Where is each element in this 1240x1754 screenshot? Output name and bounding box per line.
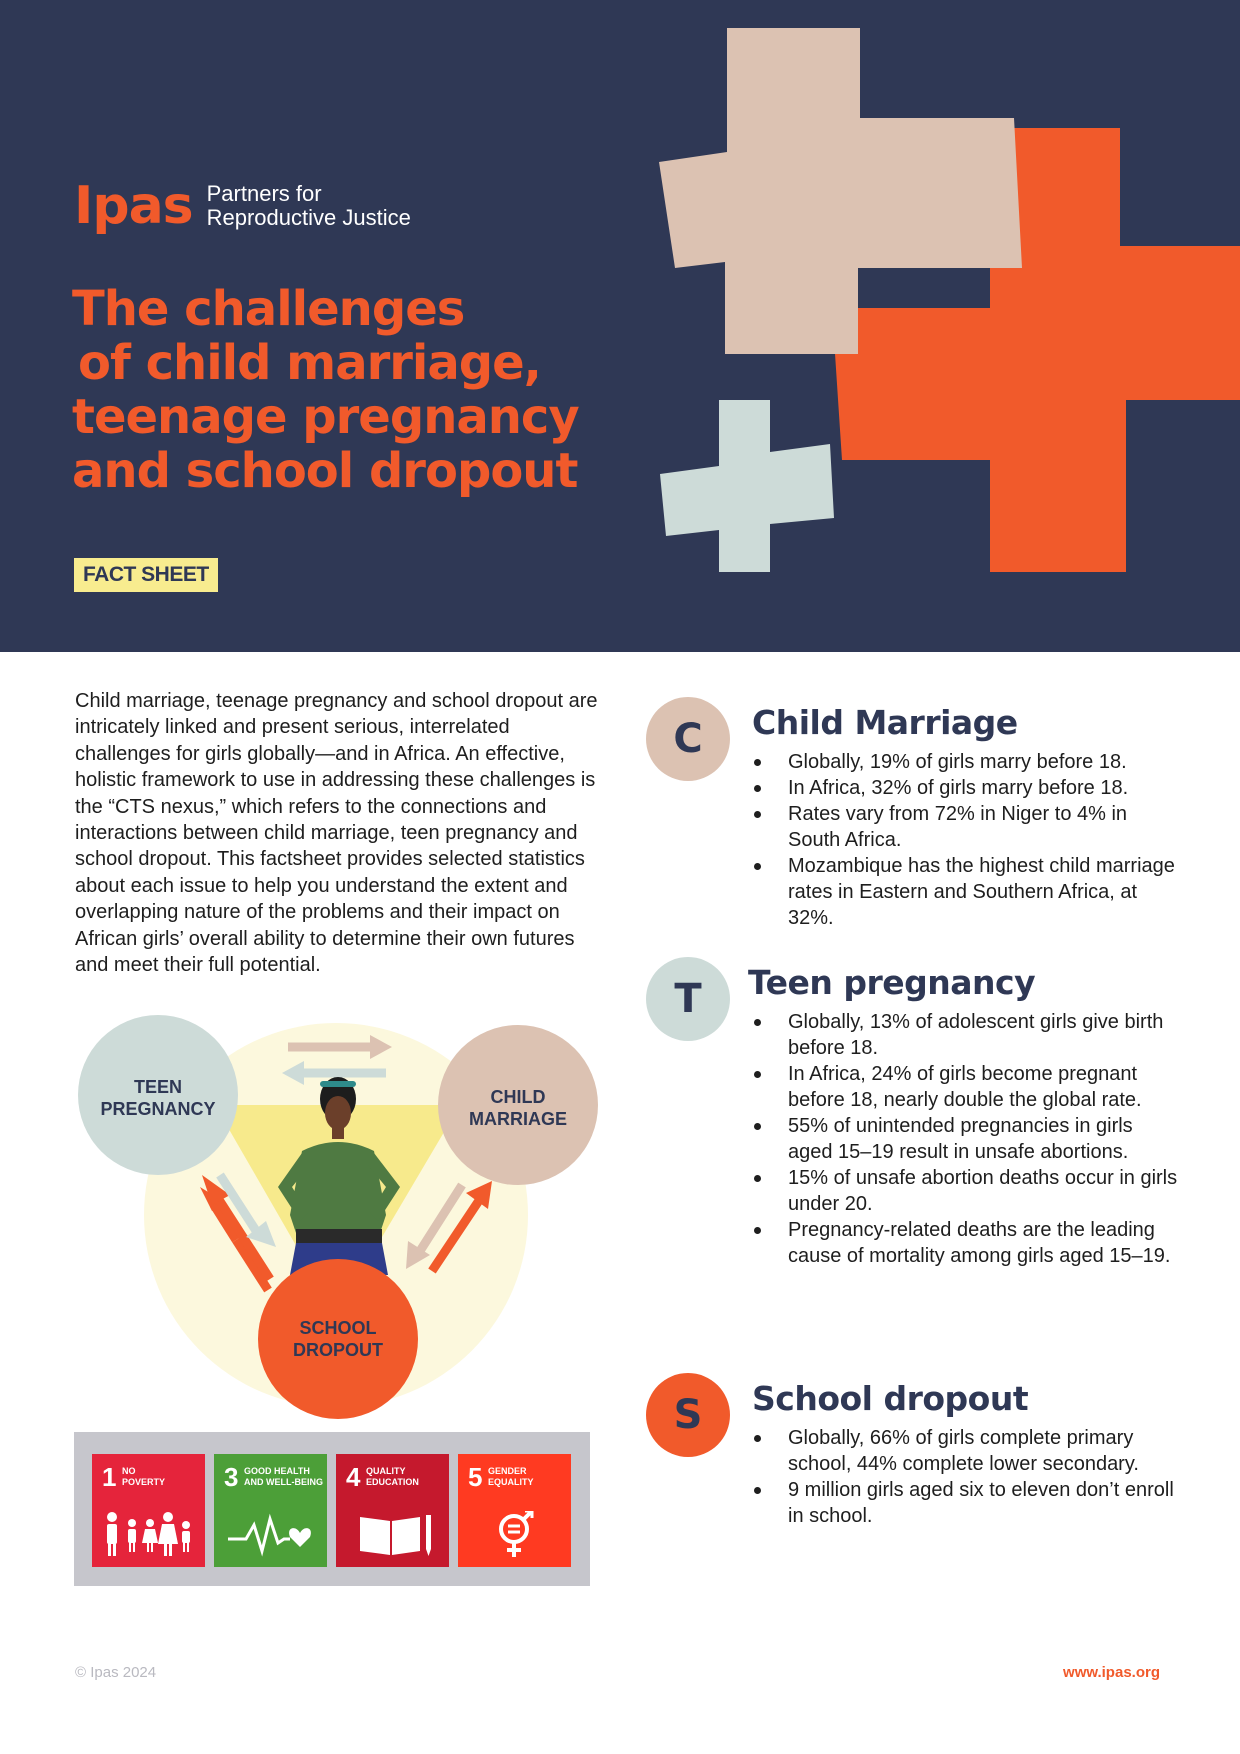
sdg-goal-4-label-line1: QUALITY (366, 1466, 406, 1476)
gender-equality-icon (468, 1511, 561, 1557)
fact-sheet-badge: FACT SHEET (74, 558, 218, 592)
website-link[interactable]: www.ipas.org (1063, 1664, 1160, 1681)
sdg-goal-3-label-line1: GOOD HEALTH (244, 1466, 310, 1476)
book-pencil-icon (346, 1511, 439, 1557)
sdg-goal-3-number: 3 (224, 1462, 239, 1492)
teen-pregnancy-list (788, 1009, 1178, 1269)
list-item: 15% of unsafe abortion deaths occur in girls under 20. (788, 1167, 1178, 1215)
brand-tagline-line2: Reproductive Justice (206, 205, 411, 230)
list-item: Pregnancy-related deaths are the leading cause of mortality among girls aged 15–19. (788, 1217, 1178, 1269)
sdg-goal-5-label-line1: GENDER (488, 1466, 527, 1476)
child-marriage-label-2: MARRIAGE (469, 1109, 567, 1129)
sdg-goal-1-label-line1: NO (122, 1466, 136, 1476)
page-title (72, 282, 579, 498)
sdg-goal-5-number: 5 (468, 1462, 483, 1492)
list-item: In Africa, 32% of girls marry before 18. (788, 775, 1178, 801)
title-line-4: and school dropout (72, 443, 578, 499)
section-child-marriage (646, 697, 1186, 947)
brand-tagline (207, 182, 411, 230)
sdg-goal-1-tile (92, 1454, 205, 1567)
teen-pregnancy-label-2: PREGNANCY (100, 1099, 216, 1119)
sdg-goal-4-number: 4 (346, 1462, 361, 1492)
sdg-goal-3-label (244, 1466, 323, 1488)
school-dropout-letter-circle: S (646, 1373, 730, 1457)
intro-paragraph: Child marriage, teenage pregnancy and school dropout are intricately linked and present serious, interrelated challenges for girls globally—and in Africa. An effective, holistic framework to use in addressing these challenges is the “CTS nexus,” which refers to the connections and interactions between child marriage, teen pregnancy and school dropout. This factsheet provides selected statistics about each issue to help you understand the extent and overlapping nature of the problems and their impact on African girls’ overall ability to determine their own futures and meet their full potential. (75, 690, 598, 977)
list-item: 55% of unintended pregnancies in girls aged 15–19 result in unsafe abortions. (788, 1113, 1178, 1165)
ipas-logo: Ipas (74, 176, 193, 236)
sage-cross-shape (660, 400, 834, 572)
list-item: Globally, 66% of girls complete primary school, 44% complete lower secondary. (788, 1425, 1178, 1477)
list-item: Mozambique has the highest child marriage rates in Eastern and Southern Africa, at 32%. (788, 853, 1178, 931)
school-dropout-list (788, 1425, 1178, 1529)
sdg-goal-5-label (488, 1466, 534, 1488)
sdg-goals-bar (74, 1432, 590, 1586)
list-item: Globally, 19% of girls marry before 18. (788, 749, 1178, 775)
title-line-1: The challenges (72, 281, 465, 337)
title-line-2: of child marriage, (78, 335, 541, 391)
school-dropout-circle (258, 1259, 418, 1419)
brand-tagline-line1: Partners for (206, 181, 322, 206)
sdg-goal-3-tile (214, 1454, 327, 1567)
school-dropout-label-1: SCHOOL (299, 1318, 377, 1338)
brand-lockup (74, 176, 411, 236)
child-marriage-list (788, 749, 1178, 931)
sdg-goal-1-label (122, 1466, 165, 1488)
sdg-goal-3-label-line2: AND WELL-BEING (244, 1477, 323, 1487)
child-marriage-letter-circle: C (646, 697, 730, 781)
teen-pregnancy-heading: Teen pregnancy (748, 963, 1036, 1002)
sdg-goal-4-label (366, 1466, 419, 1488)
sdg-goal-5-label-line2: EQUALITY (488, 1477, 534, 1487)
school-dropout-heading: School dropout (752, 1379, 1029, 1418)
copyright-text: © Ipas 2024 (75, 1664, 157, 1681)
list-item: 9 million girls aged six to eleven don’t enroll in school. (788, 1477, 1178, 1529)
title-line-3: teenage pregnancy (72, 389, 579, 445)
section-school-dropout (646, 1373, 1186, 1573)
teen-pregnancy-label-1: TEEN (133, 1077, 183, 1097)
sdg-goal-4-tile (336, 1454, 449, 1567)
sdg-goal-4-label-line2: EDUCATION (366, 1477, 419, 1487)
section-teen-pregnancy (646, 957, 1186, 1357)
list-item: In Africa, 24% of girls become pregnant before 18, nearly double the global rate. (788, 1061, 1178, 1113)
cts-nexus-diagram (70, 1015, 610, 1420)
list-item: Rates vary from 72% in Niger to 4% in South Africa. (788, 801, 1178, 853)
header-banner (0, 0, 1240, 652)
peach-cross-shape (659, 28, 1022, 354)
heartbeat-icon (224, 1511, 317, 1557)
sdg-goal-5-tile (458, 1454, 571, 1567)
child-marriage-label-1: CHILD (490, 1087, 546, 1107)
child-marriage-heading: Child Marriage (752, 703, 1018, 742)
sdg-goal-1-label-line2: POVERTY (122, 1477, 166, 1487)
school-dropout-label-2: DROPOUT (293, 1340, 383, 1360)
teen-pregnancy-letter-circle: T (646, 957, 730, 1041)
list-item: Globally, 13% of adolescent girls give birth before 18. (788, 1009, 1178, 1061)
family-icon (102, 1511, 195, 1557)
sdg-goal-1-number: 1 (102, 1462, 117, 1492)
